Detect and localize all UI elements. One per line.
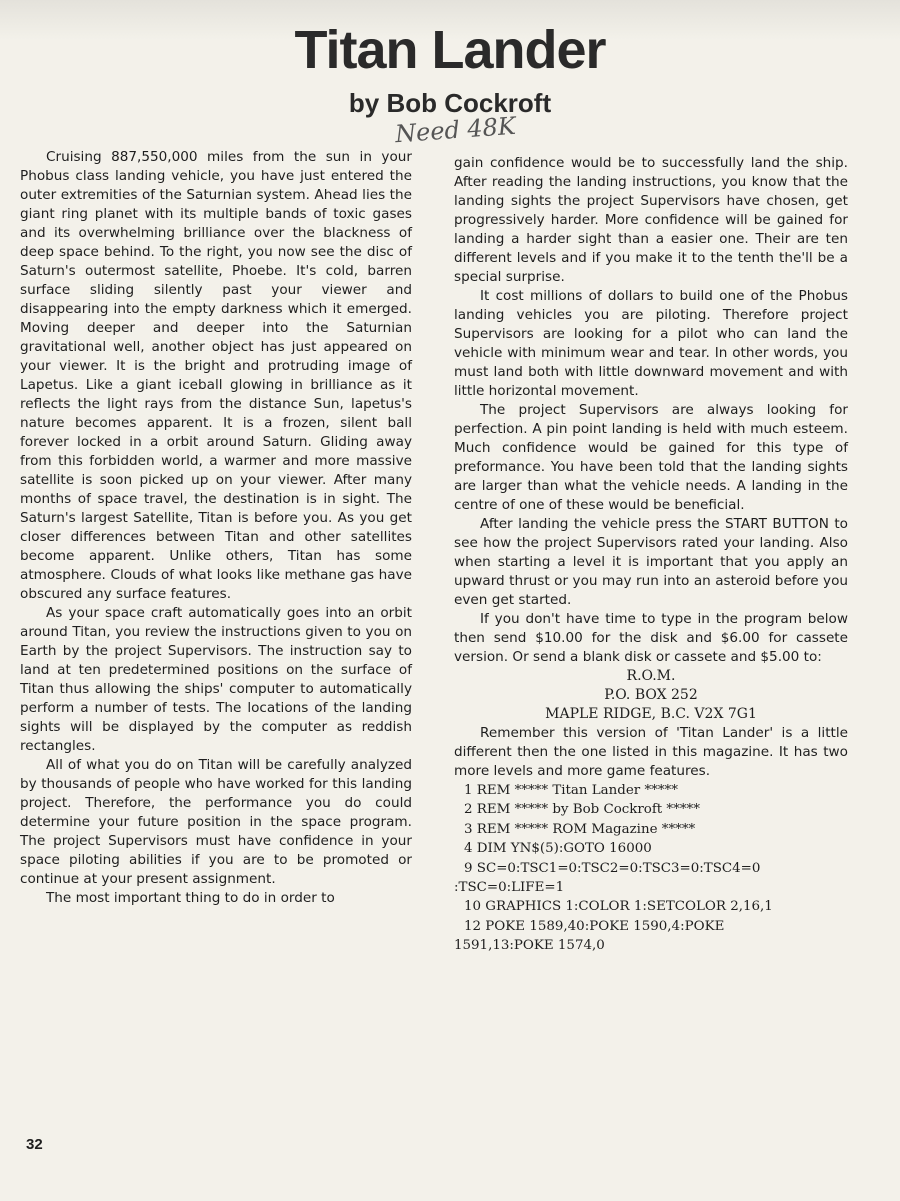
paragraph: After landing the vehicle press the START BUTTON to see how the project Supervisors rated your landing. Also when starting a level it is important that you apply an upward thrust or you may run into an asteroid before you even get started. (454, 516, 848, 608)
right-column (454, 154, 848, 956)
code-line: 1 REM ***** Titan Lander ***** (464, 783, 678, 798)
address-line: R.O.M. (626, 668, 676, 684)
code-line: 1591,13:POKE 1574,0 (454, 938, 605, 954)
page-number: 32 (26, 1136, 43, 1153)
code-line: :TSC=0:LIFE=1 (454, 880, 565, 896)
paragraph: The project Supervisors are always looking for perfection. A pin point landing is held with much esteem. Much confidence would be gained for this type of preformance. You have been told that the landing sights are larger than what the vehicle needs. A landing in the centre of one of these would be beneficial. (454, 402, 848, 513)
handwritten-note: Need 48K (394, 111, 517, 149)
code-listing (454, 781, 848, 956)
left-column (20, 148, 412, 908)
paragraph: The most important thing to do in order to (46, 890, 335, 906)
code-line: 9 SC=0:TSC1=0:TSC2=0:TSC3=0:TSC4=0 (464, 860, 761, 876)
paragraph: If you don't have time to type in the program below then send $10.00 for the disk and $6.00 for cassete version. Or send a blank disk or cassete and $5.00 to: (454, 611, 848, 665)
code-line: 2 REM ***** by Bob Cockroft ***** (464, 802, 700, 818)
paragraph: Cruising 887,550,000 miles from the sun in your Phobus class landing vehicle, you have just entered the outer extremities of the Saturnian system. Ahead lies the giant ring planet with its multiple bands of toxic gases and its overwhelming brilliance over the blackness of deep space behind. To the right, you now see the disc of Saturn's outermost satellite, Phoebe. It's cold, barren surface sliding silently past your viewer and disappearing into the empty darkness which it emerged. Moving deeper and deeper into the Saturnian gravitational well, another object has just appeared on your viewer. It is the bright and protruding image of Lapetus. Like a giant iceball glowing in brilliance as it reflects the light rays from the distance Sun, lapetus's nature becomes apparent. It is a frozen, silent ball forever locked in a orbit around Saturn. Gliding away from this forbidden world, a warmer and more massive satellite is soon picked up on your viewer. After many months of space travel, the destination is in sight. The Saturn's largest Satellite, Titan is before you. As you get closer differences between Titan and other satellites become apparent. Unlike others, Titan has some atmosphere. Clouds of what looks like methane gas have obscured any surface features. (20, 149, 412, 602)
paragraph: gain confidence would be to successfully land the ship. After reading the landing instructions, you know that the landing sights the project Supervisors have chosen, get progressively harder. More confidence will be gained for landing a harder sight than a easier one. Their are ten different levels and if you make it to the tenth the'll be a special surprise. (454, 155, 848, 285)
address-line: P.O. BOX 252 (604, 687, 698, 703)
address-line: MAPLE RIDGE, B.C. V2X 7G1 (545, 706, 757, 722)
code-line: 12 POKE 1589,40:POKE 1590,4:POKE (464, 918, 725, 934)
article-byline: by Bob Cockroft (348, 88, 552, 118)
paragraph: It cost millions of dollars to build one of the Phobus landing vehicles you are piloting. Therefore project Supervisors are looking for a pilot who can land the vehicle with minimum wear and tear. In other words, you must land both with little downward movement and with little horizontal movement. (454, 288, 848, 399)
code-line: 10 GRAPHICS 1:COLOR 1:SETCOLOR 2,16,1 (464, 899, 773, 915)
paragraph: All of what you do on Titan will be carefully analyzed by thousands of people who have worked for this landing project. Therefore, the performance you do could determine your future position in the space program. The project Supervisors must have confidence in your space piloting abilities if you are to be promoted or continue at your present assignment. (20, 757, 412, 887)
article-title: Titan Lander (294, 20, 606, 80)
code-line: 3 REM ***** ROM Magazine ***** (464, 821, 696, 837)
paragraph: Remember this version of 'Titan Lander' is a little different then the one listed in this magazine. It has two more levels and more game features. (454, 725, 848, 779)
code-line: 4 DIM YN$(5):GOTO 16000 (464, 841, 652, 857)
paragraph: As your space craft automatically goes into an orbit around Titan, you review the instructions given to you on Earth by the project Supervisors. The instruction say to land at ten predetermined positions on the surface of Titan thus allowing the ships' computer to automatically perform a number of tests. The locations of the landing sights will be displayed by the computer as reddish rectangles. (20, 605, 412, 754)
